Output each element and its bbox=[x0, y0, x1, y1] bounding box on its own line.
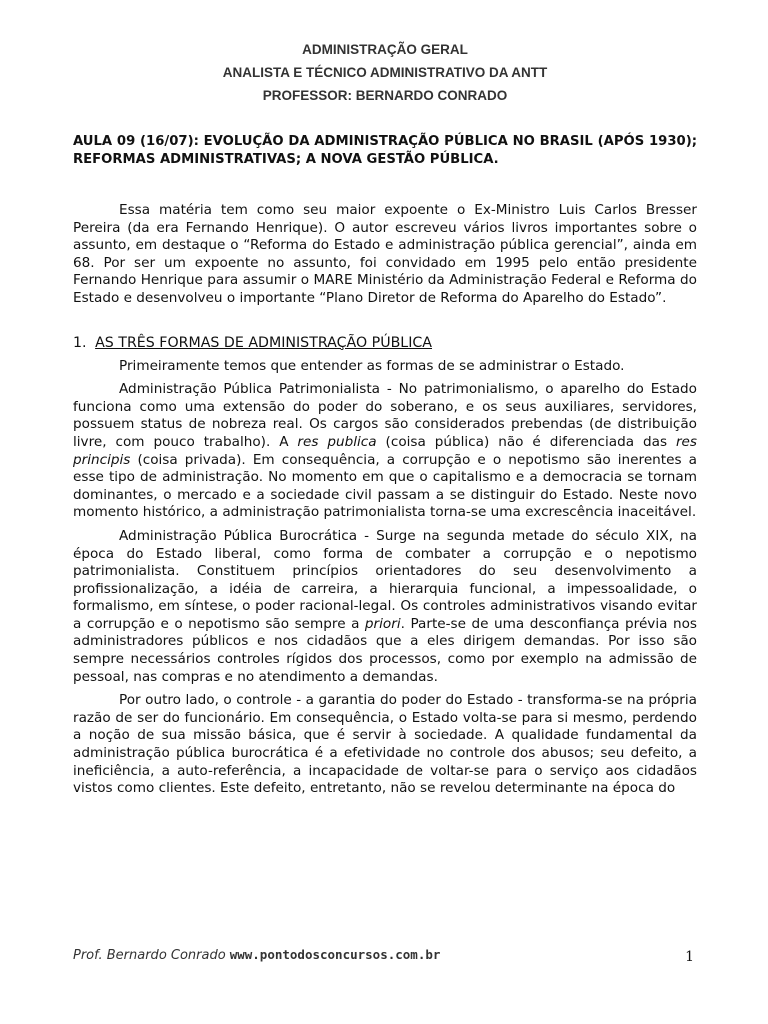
italic-term: res publica bbox=[297, 433, 377, 450]
section-paragraph-1: Primeiramente temos que entender as formas de se administrar o Estado. bbox=[119, 357, 625, 374]
section-number: 1. bbox=[73, 334, 87, 351]
section-paragraph-bureaucratic bbox=[73, 528, 697, 686]
text-span: Administração Pública Patrimonialista - No patrimonialismo, o aparelho do Estado funciona como uma extensão do poder do soberano, e os seus auxiliares, servidores, possuem status de nobreza real. Os cargos são considerados prebendas (de distribuição livre, com pouco trabalho). A bbox=[73, 381, 697, 450]
italic-term: priori bbox=[364, 615, 401, 632]
intro-paragraph: Essa matéria tem como seu maior expoente o Ex-Ministro Luis Carlos Bresser Pereira (da era Fernando Henrique). O autor escreveu vários livros importantes sobre o assunto, em destaque o “Reforma do Estado e administração pública gerencial”, ainda em 68. Por ser um expoente no assunto, foi convidado em 1995 pelo então presidente Fernando Henrique para assumir o MARE Ministério da Administração Federal e Reforma do Estado e desenvolveu o importante “Plano Diretor de Reforma do Aparelho do Estado”. bbox=[73, 202, 697, 306]
header-subject: ADMINISTRAÇÃO GERAL bbox=[302, 42, 468, 57]
footer-website-link[interactable]: www.pontodosconcursos.com.br bbox=[229, 947, 441, 962]
page-number: 1 bbox=[685, 949, 694, 965]
text-span: Administração Pública Burocrática - Surge na segunda metade do século XIX, na época do Estado liberal, como forma de combater a corrupção e o nepotismo patrimonialista. Constituem princípios orientadores do seu desenvolvimento a profissionalização, a idéia de carreira, a hierarquia funcional, a impessoalidade, o formalismo, em síntese, o poder racional-legal. Os controles administrativos visando evitar a corrupção e o nepotismo são sempre a bbox=[73, 527, 697, 632]
header-professor: PROFESSOR: BERNARDO CONRADO bbox=[262, 88, 508, 103]
document-header bbox=[73, 38, 697, 107]
lesson-title: AULA 09 (16/07): EVOLUÇÃO DA ADMINISTRAÇÃO PÚBLICA NO BRASIL (APÓS 1930); REFORMAS ADMINISTRATIVAS; A NOVA GESTÃO PÚBLICA. bbox=[73, 134, 697, 167]
section-paragraph-control: Por outro lado, o controle - a garantia do poder do Estado - transforma-se na própria razão de ser do funcionário. Em consequência, o Estado volta-se para si mesmo, perdendo a noção de sua missão básica, que é servir à sociedade. A qualidade fundamental da administração pública burocrática é a efetividade no controle dos abusos; seu defeito, a ineficiência, a auto-referência, a incapacidade de voltar-se para o serviço aos cidadãos vistos como clientes. Este defeito, entretanto, não se revelou determinante na época do bbox=[73, 692, 697, 797]
text-span: (coisa privada). Em consequência, a corrupção e o nepotismo são inerentes a esse tipo de administração. No momento em que o capitalismo e a democracia se tornam dominantes, o mercado e a sociedade civil passam a se distinguir do Estado. Neste novo momento histórico, a administração patrimonialista torna-se uma excrescência inaceitável. bbox=[73, 451, 697, 521]
page-footer bbox=[73, 946, 697, 965]
section-title: AS TRÊS FORMAS DE ADMINISTRAÇÃO PÚBLICA bbox=[95, 334, 433, 351]
italic-term: res principis bbox=[73, 433, 697, 468]
document-page bbox=[73, 38, 697, 798]
text-span: (coisa pública) não é diferenciada das bbox=[376, 433, 676, 450]
footer-author: Prof. Bernardo Conrado bbox=[73, 948, 226, 963]
text-span: . Parte-se de uma desconfiança prévia nos administradores públicos e nos cidadãos que a eles dirigem demandas. Por isso são sempre necessários controles rígidos dos processos, como por exemplo na admissão de pessoal, nas compras e no atendimento a demandas. bbox=[73, 615, 697, 685]
section-heading bbox=[73, 334, 697, 352]
section-paragraph-patrimonialist bbox=[73, 381, 697, 522]
header-course: ANALISTA E TÉCNICO ADMINISTRATIVO DA ANTT bbox=[222, 65, 548, 80]
